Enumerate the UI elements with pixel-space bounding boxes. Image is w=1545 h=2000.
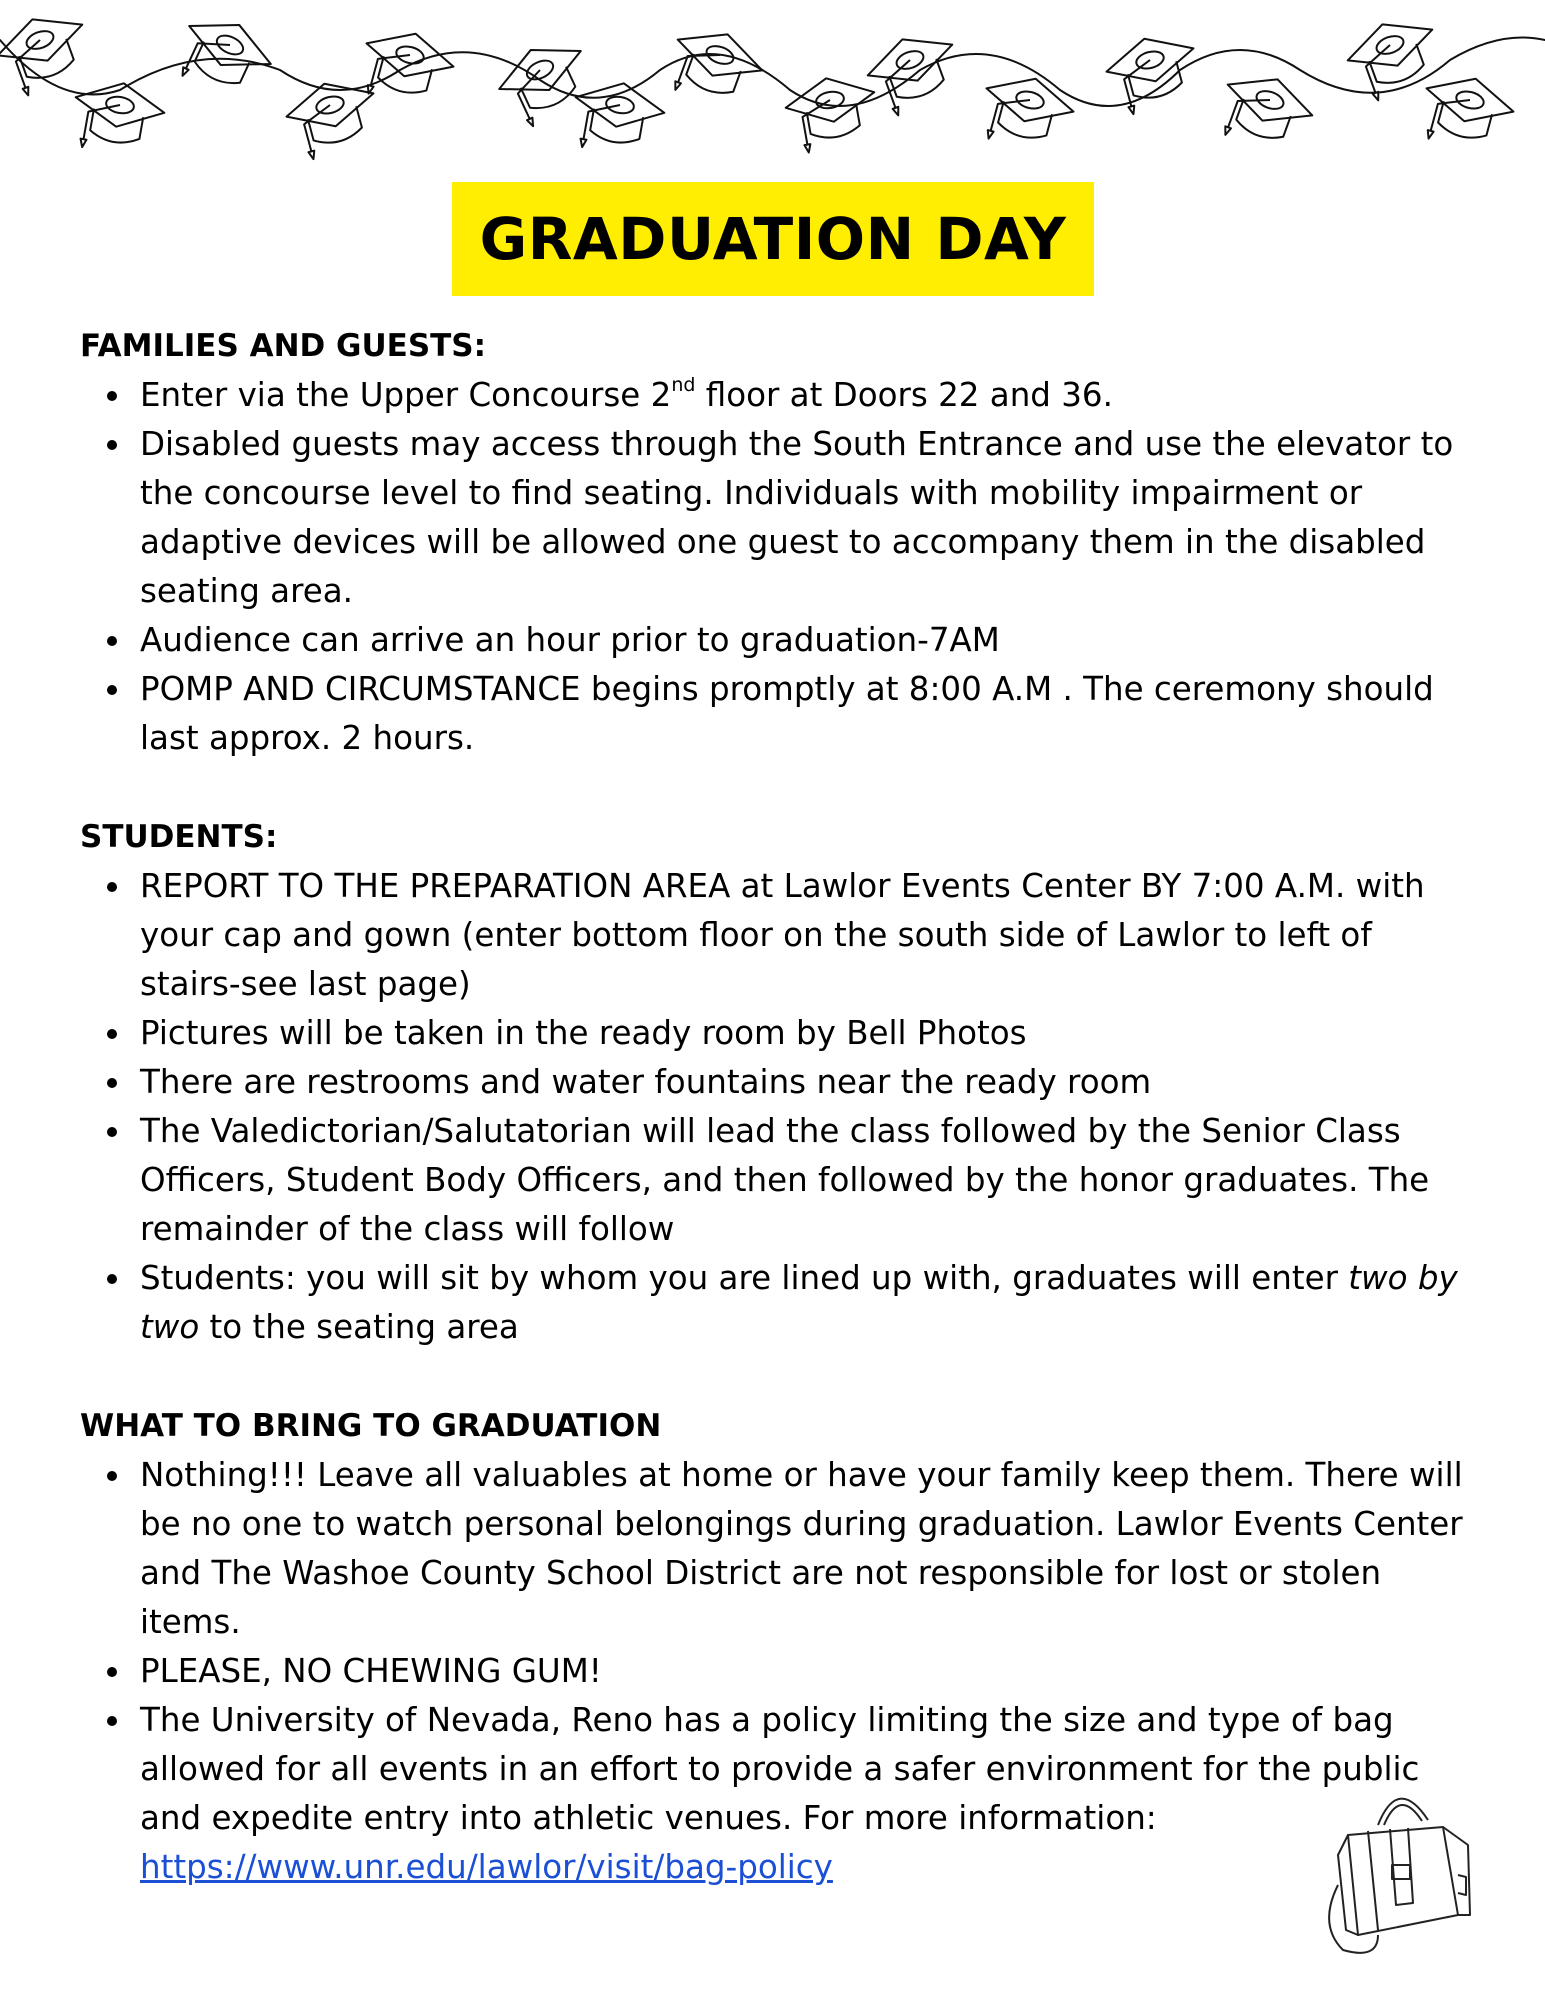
- bring-list: [80, 1451, 1480, 1892]
- bring-section: [80, 1402, 1480, 1892]
- bag-policy-link[interactable]: https://www.unr.edu/lawlor/visit/bag-policy: [140, 1848, 833, 1886]
- list-item: The Valedictorian/Salutatorian will lead the class followed by the Senior Class Officers, Student Body Officers, and then followed by the honor graduates. The remainder of the class will follow: [80, 1107, 1480, 1254]
- graduation-cap-garland: [0, 0, 1545, 200]
- graduation-cap-icon: [1211, 64, 1320, 161]
- list-item: Audience can arrive an hour prior to graduation-7AM: [80, 616, 1480, 665]
- list-item: Disabled guests may access through the South Entrance and use the elevator to the concourse level to find seating. Individuals with mobility impairment or adaptive devices will be allowed one guest to accompany them in the disabled seating area.: [80, 420, 1480, 616]
- list-item: The University of Nevada, Reno has a policy limiting the size and type of bag allowed for all events in an effort to provide a safer environment for the public and expedite entry into athletic venues. For more information: https://www.unr.edu/lawlor/visit/bag-policy: [80, 1696, 1480, 1892]
- bring-heading: WHAT TO BRING TO GRADUATION: [80, 1408, 662, 1444]
- graduation-cap-icon: [67, 76, 168, 161]
- list-item: Nothing!!! Leave all valuables at home or have your family keep them. There will be no one to watch personal belongings during graduation. Lawlor Events Center and The Washoe County School District are not responsible for lost or stolen items.: [80, 1451, 1480, 1647]
- graduation-cap-icon: [354, 22, 459, 113]
- families-list: [80, 371, 1480, 763]
- graduation-cap-icon: [661, 19, 770, 116]
- graduation-cap-icon: [567, 76, 668, 161]
- list-item: PLEASE, NO CHEWING GUM!: [80, 1647, 1480, 1696]
- families-section: [80, 322, 1480, 763]
- list-item: REPORT TO THE PREPARATION AREA at Lawlor Events Center BY 7:00 A.M. with your cap and gown (enter bottom floor on the south side of Lawlor to left of stairs-see last page): [80, 862, 1480, 1009]
- graduation-cap-icon: [974, 67, 1079, 158]
- graduation-cap-icon: [860, 24, 969, 121]
- list-item: There are restrooms and water fountains near the ready room: [80, 1058, 1480, 1107]
- page-title: GRADUATION DAY: [479, 205, 1067, 273]
- families-heading: FAMILIES AND GUESTS:: [80, 328, 487, 364]
- list-item: Students: you will sit by whom you are lined up with, graduates will enter two by two to the seating area: [80, 1254, 1480, 1352]
- graduation-cap-icon: [1101, 27, 1206, 118]
- students-heading: STUDENTS:: [80, 819, 278, 855]
- graduation-cap-icon: [782, 71, 883, 156]
- graduation-cap-icon: [0, 4, 99, 101]
- list-item: Enter via the Upper Concourse 2nd floor at Doors 22 and 36.: [80, 371, 1480, 420]
- students-section: [80, 813, 1480, 1352]
- graduation-cap-icon: [490, 31, 601, 132]
- graduation-cap-icon: [1414, 67, 1519, 158]
- handbag-icon: [1318, 1765, 1478, 1965]
- document-body: [80, 322, 1480, 1942]
- title-banner: [452, 182, 1094, 296]
- list-item: POMP AND CIRCUMSTANCE begins promptly at 8:00 A.M . The ceremony should last approx. 2 hours.: [80, 665, 1480, 763]
- students-list: [80, 862, 1480, 1352]
- list-item: Pictures will be taken in the ready room by Bell Photos: [80, 1009, 1480, 1058]
- graduation-cap-icon: [169, 6, 280, 107]
